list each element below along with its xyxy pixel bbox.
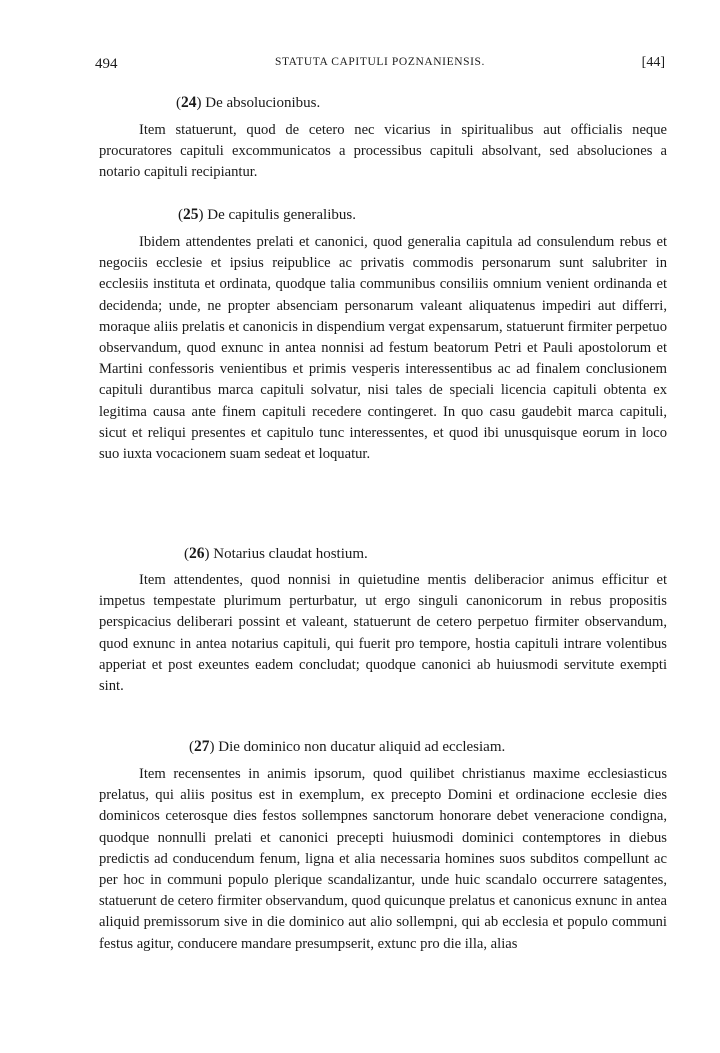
- paragraph: Ibidem attendentes prelati et canonici, quod generalia capitula ad consulendum rebus et negociis ecclesie et ipsius reipublice ac privatis commodis personarum sunt salubriter in ecclesiis instituta et ordinata, quodque talia communibus consiliis omnium venient ordinanda et decidenda; unde, ne propter absenciam personarum valeant aliquatenus impediri aut differri, moraque aliis prelatis et canonicis in dispendium vergat expensarum, statuerunt firmiter perpetuo observandum, quod exnunc in antea nonnisi ad festum beatorum Petri et Pauli apostolorum et Martini confessoris venientibus et primis vesperis interessentibus ac ad finalem conclusionem capituli durantibus marca capituli solvatur, nisi tales de speciali licencia capituli obtenta ex legitima causa ante finem capituli recedere contingeret. In quo casu gaudebit marca capituli, sicut et reliqui presentes et capitulo tunc interessentes, et quod ibi unusquisque eorum in loco suo iuxta vocacionem suam sedeat et loquatur.: [99, 234, 667, 463]
- paragraph: Item recensentes in animis ipsorum, quod quilibet christianus maxime ecclesiasticus prelatus, qui aliis positus est in exemplum, ex precepto Domini et ordinacione ecclesie dies dominicos ceterosque dies festos sollempnes sanctorum honorare debet veneracione condigna, quodque nonnulli prelati et canonici precepti huiusmodi dominici contemptores in diebus predictis ad conducendum fenum, ligna et alia necessaria homines suos subditos compellunt ac per hoc in communi populo plerique scandalizantur, unde huic scandalo occurrere satagentes, statuerunt de cetero firmiter observandum, quod quicunque prelatus et canonicus exnunc in antea aliquid premissorum sive in die dominico aut alio sollempni, qui ab ecclesia et populo communi festus agitur, conducere mandare presumpserit, extunc pro die illa, alias: [99, 766, 667, 952]
- paragraph: Item statuerunt, quod de cetero nec vicarius in spiritualibus aut officialis neque procuratores capituli excommunicatos a processibus capituli absolvant, sed absoluciones a notario capituli recipiantur.: [99, 122, 667, 181]
- section-heading-26: (26) Notarius claudat hostium.: [184, 545, 368, 562]
- section-body-26: [99, 570, 667, 697]
- section-title: De absolucionibus.: [205, 95, 321, 111]
- section-number: 27: [194, 738, 210, 755]
- section-body-25: [99, 232, 667, 465]
- page-number: 494: [95, 56, 118, 72]
- section-number: 25: [183, 206, 199, 223]
- page-reference: [44]: [641, 55, 665, 70]
- page-header: [95, 54, 665, 76]
- section-heading-24: (24) De absolucionibus.: [176, 94, 321, 111]
- section-heading-27: (27) Die dominico non ducatur aliquid ad ecclesiam.: [189, 738, 506, 755]
- section-title: Die dominico non ducatur aliquid ad ecclesiam.: [218, 739, 506, 755]
- running-title: STATUTA CAPITULI POZNANIENSIS.: [274, 56, 486, 68]
- section-number: 24: [181, 94, 197, 111]
- paragraph: Item attendentes, quod nonnisi in quietudine mentis deliberacior animus efficitur et impetus tempestate plurimum perturbatur, ut ergo singuli canonicorum in rebus propositis perspicacius deliberari possint et valeant, statuerunt de cetero perpetuo firmiter observandum, quod exnunc in antea notarius capituli, qui fuerit pro tempore, hostia capituli intrare volentibus apperiat et post exeuntes eadem concludat; quodque canonici ab huiusmodi servitute exempti sint.: [99, 572, 667, 695]
- section-heading-25: (25) De capitulis generalibus.: [178, 206, 356, 223]
- section-number: 26: [189, 545, 205, 562]
- section-body-27: [99, 764, 667, 955]
- section-title: De capitulis generalibus.: [207, 207, 356, 223]
- section-title: Notarius claudat hostium.: [213, 546, 368, 562]
- section-body-24: [99, 120, 667, 184]
